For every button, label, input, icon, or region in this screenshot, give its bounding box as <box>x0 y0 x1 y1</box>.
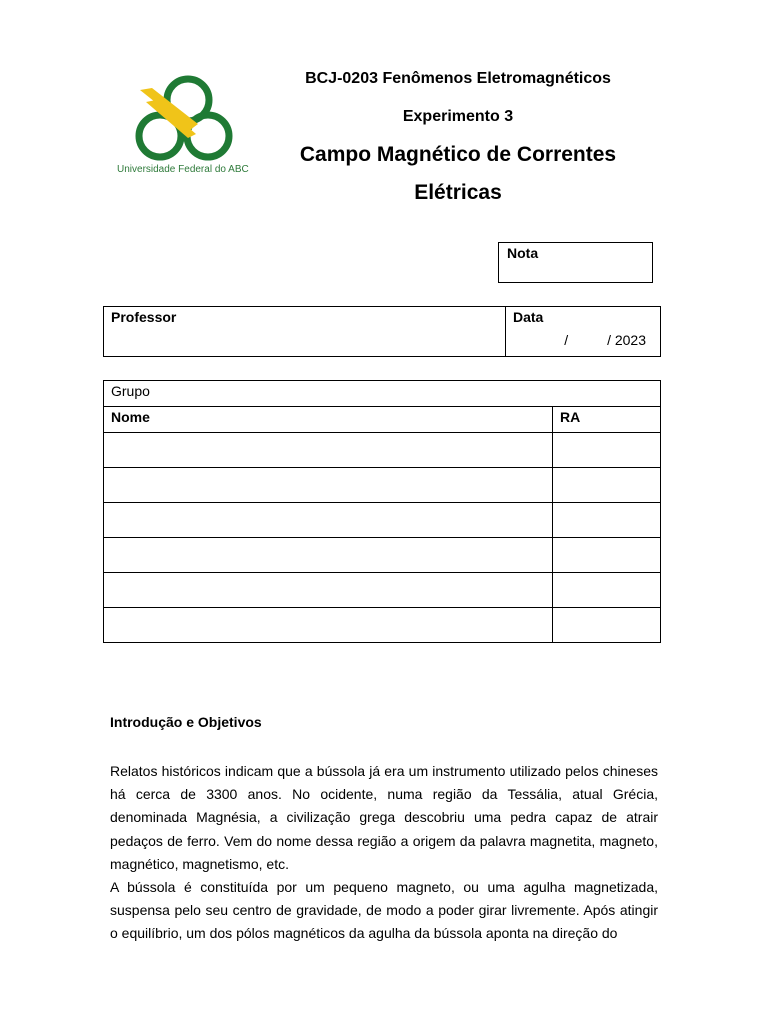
name-cell[interactable] <box>104 503 553 538</box>
ra-cell[interactable] <box>553 433 661 468</box>
name-cell[interactable] <box>104 538 553 573</box>
name-cell[interactable] <box>104 573 553 608</box>
grade-box[interactable] <box>498 242 653 283</box>
grade-label: Nota <box>507 245 539 261</box>
ra-header: RA <box>553 407 661 433</box>
ra-cell[interactable] <box>553 608 661 643</box>
date-value: / / 2023 <box>564 332 646 348</box>
ra-cell[interactable] <box>553 538 661 573</box>
ra-cell[interactable] <box>553 503 661 538</box>
table-row <box>104 608 661 643</box>
document-title <box>258 136 658 212</box>
intro-text <box>110 760 658 946</box>
paragraph-2: A bússola é constituída por um pequeno magneto, ou uma agulha magnetizada, suspensa pelo seu centro de gravidade, de modo a poder girar livremente. Após atingir o equilíbrio, um dos pólos magnéticos da agulha da bússola aponta na direção do <box>110 879 658 942</box>
name-header: Nome <box>104 407 553 433</box>
section-heading: Introdução e Objetivos <box>110 714 262 730</box>
group-label: Grupo <box>111 383 150 399</box>
name-cell[interactable] <box>104 433 553 468</box>
table-row <box>104 503 661 538</box>
professor-date-table <box>103 306 661 357</box>
group-label-cell <box>104 381 661 407</box>
table-row <box>104 468 661 503</box>
table-row <box>104 573 661 608</box>
title-line-1: Campo Magnético de Correntes <box>299 143 617 166</box>
name-cell[interactable] <box>104 468 553 503</box>
paragraph-1: Relatos históricos indicam que a bússola já era um instrumento utilizado pelos chineses há cerca de 3300 anos. No ocidente, numa região da Tessália, atual Grécia, denominada Magnésia, a civilização grega descobriu uma pedra capaz de atrair pedaços de ferro. Vem do nome dessa região a origem da palavra magnetita, magneto, magnético, magnetismo, etc. <box>110 763 658 872</box>
ra-cell[interactable] <box>553 468 661 503</box>
date-label: Data <box>513 309 544 325</box>
experiment-number: Experimento 3 <box>402 108 514 125</box>
professor-field[interactable] <box>104 307 506 357</box>
course-title: BCJ-0203 Fenômenos Eletromagnéticos <box>305 70 611 87</box>
date-field[interactable] <box>506 307 661 357</box>
ra-cell[interactable] <box>553 573 661 608</box>
table-row <box>104 433 661 468</box>
title-line-2: Elétricas <box>414 181 502 204</box>
university-name: Universidade Federal do ABC <box>117 164 249 175</box>
group-table <box>103 380 661 643</box>
professor-label: Professor <box>111 309 177 325</box>
table-row <box>104 538 661 573</box>
name-cell[interactable] <box>104 608 553 643</box>
